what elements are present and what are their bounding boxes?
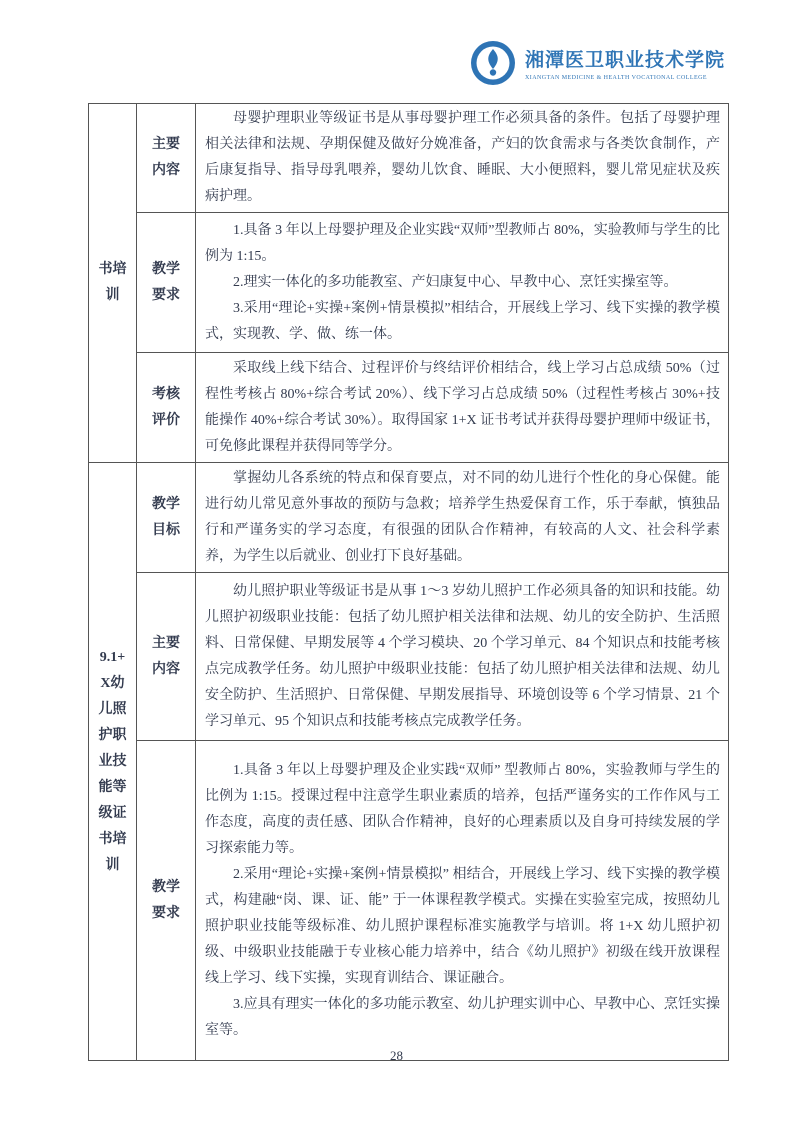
content-cell [196,741,729,1061]
row-label: 教学目标 [151,496,180,538]
paragraph: 1.具备 3 年以上母婴护理及企业实践“双师” 型教师占 80%，实验教师与学生的比例为 1:15。授课过程中注意学生职业素质的培养，包括严谨务实的工作作风与工作态度，高度的责任感、团队合作精神，良好的心理素质以及自身可持续发展的学习探索能力等。 [205,762,720,856]
row-label-cell [137,104,196,213]
paragraph: 3.采用“理论+实操+案例+情景模拟”相结合，开展线上学习、线下实操的教学模式，实现教、学、做、练一体。 [205,300,720,342]
paragraph: 采取线上线下结合、过程评价与终结评价相结合，线上学习占总成绩 50%（过程性考核占 80%+综合考试 20%）、线下学习占总成绩 50%（过程性考核占 30%+技能操作 40%+综合考试 30%）。取得国家 1+X 证书考试并获得母婴护理师中级证书，可免修此课程并获得同等学分。 [205,360,720,454]
paragraph: 2.理实一体化的多功能教室、产妇康复中心、早教中心、烹饪实操室等。 [233,274,678,290]
section-group-cell [89,463,137,1061]
section-group-label: 书培训 [98,262,127,303]
row-label: 主要内容 [151,137,180,178]
college-logo-text [525,50,725,81]
paragraph: 1.具备 3 年以上母婴护理及企业实践“双师”型教师占 80%，实验教师与学生的比例为 1:15。 [205,222,720,264]
section-group-cell [89,104,137,463]
row-label: 教学要求 [151,879,180,921]
paragraph: 幼儿照护职业等级证书是从事 1～3 岁幼儿照护工作必须具备的知识和技能。幼儿照护初级职业技能：包括了幼儿照护相关法律和法规、幼儿的安全防护、生活照料、日常保健、早期发展等 4 个学习模块、20 个学习单元、84 个知识点和技能考核点完成教学任务。幼儿照护中级职业技能：包括了幼儿照护相关法律和法规、幼儿安全防护、生活照护、日常保健、早期发展指导、环境创设等 6 个学习情景、21 个学习单元、95 个知识点和技能考核点完成教学任务。 [205,583,720,729]
row-label: 教学要求 [151,261,180,303]
row-label-cell [137,573,196,741]
row-label: 考核评价 [151,386,180,428]
content-cell [196,104,729,213]
content-cell [196,463,729,573]
row-label-cell [137,463,196,573]
row-label-cell [137,353,196,463]
paragraph: 掌握幼儿各系统的特点和保育要点，对不同的幼儿进行个性化的身心保健。能进行幼儿常见意外事故的预防与急救；培养学生热爱保育工作，乐于奉献，慎独品行和严谨务实的学习态度，有很强的团队合作精神，有较高的人文、社会科学素养，为学生以后就业、创业打下良好基础。 [205,470,720,564]
college-name-en: XIANGTAN MEDICINE & HEALTH VOCATIONAL COLLEGE [524,74,708,81]
content-cell [196,353,729,463]
college-name-cn: 湘潭医卫职业技术学院 [524,50,725,72]
paragraph: 3.应具有理实一体化的多功能示教室、幼儿护理实训中心、早教中心、烹饪实操室等。 [205,996,720,1038]
college-logo-icon [470,40,516,91]
section-group-label: 9.1+X幼儿照护职业技能等级证书培训 [98,649,127,873]
paragraph: 母婴护理职业等级证书是从事母婴护理工作必须具备的条件。包括了母婴护理相关法律和法规、孕期保健及做好分娩准备，产妇的饮食需求与各类饮食制作，产后康复指导、指导母乳喂养，婴幼儿饮食、睡眠、大小便照料，婴儿常见症状及疾病护理。 [205,111,720,204]
content-cell [196,213,729,353]
row-label-cell [137,741,196,1061]
paragraph: 2.采用“理论+实操+案例+情景模拟” 相结合，开展线上学习、线下实操的教学模式，构建融“岗、课、证、能” 于一体课程教学模式。实操在实验室完成，按照幼儿照护职业技能等级标准、幼儿照护课程标准实施教学与培训。将 1+X 幼儿照护初级、中级职业技能融于专业核心能力培养中，结合《幼儿照护》初级在线开放课程线上学习、线下实操，实现育训结合、课证融合。 [205,866,720,986]
row-label-cell [137,213,196,353]
training-table [88,103,729,1061]
content-cell [196,573,729,741]
page-header [470,40,725,91]
page-number: 28 [390,1048,403,1063]
row-label: 主要内容 [151,635,180,677]
